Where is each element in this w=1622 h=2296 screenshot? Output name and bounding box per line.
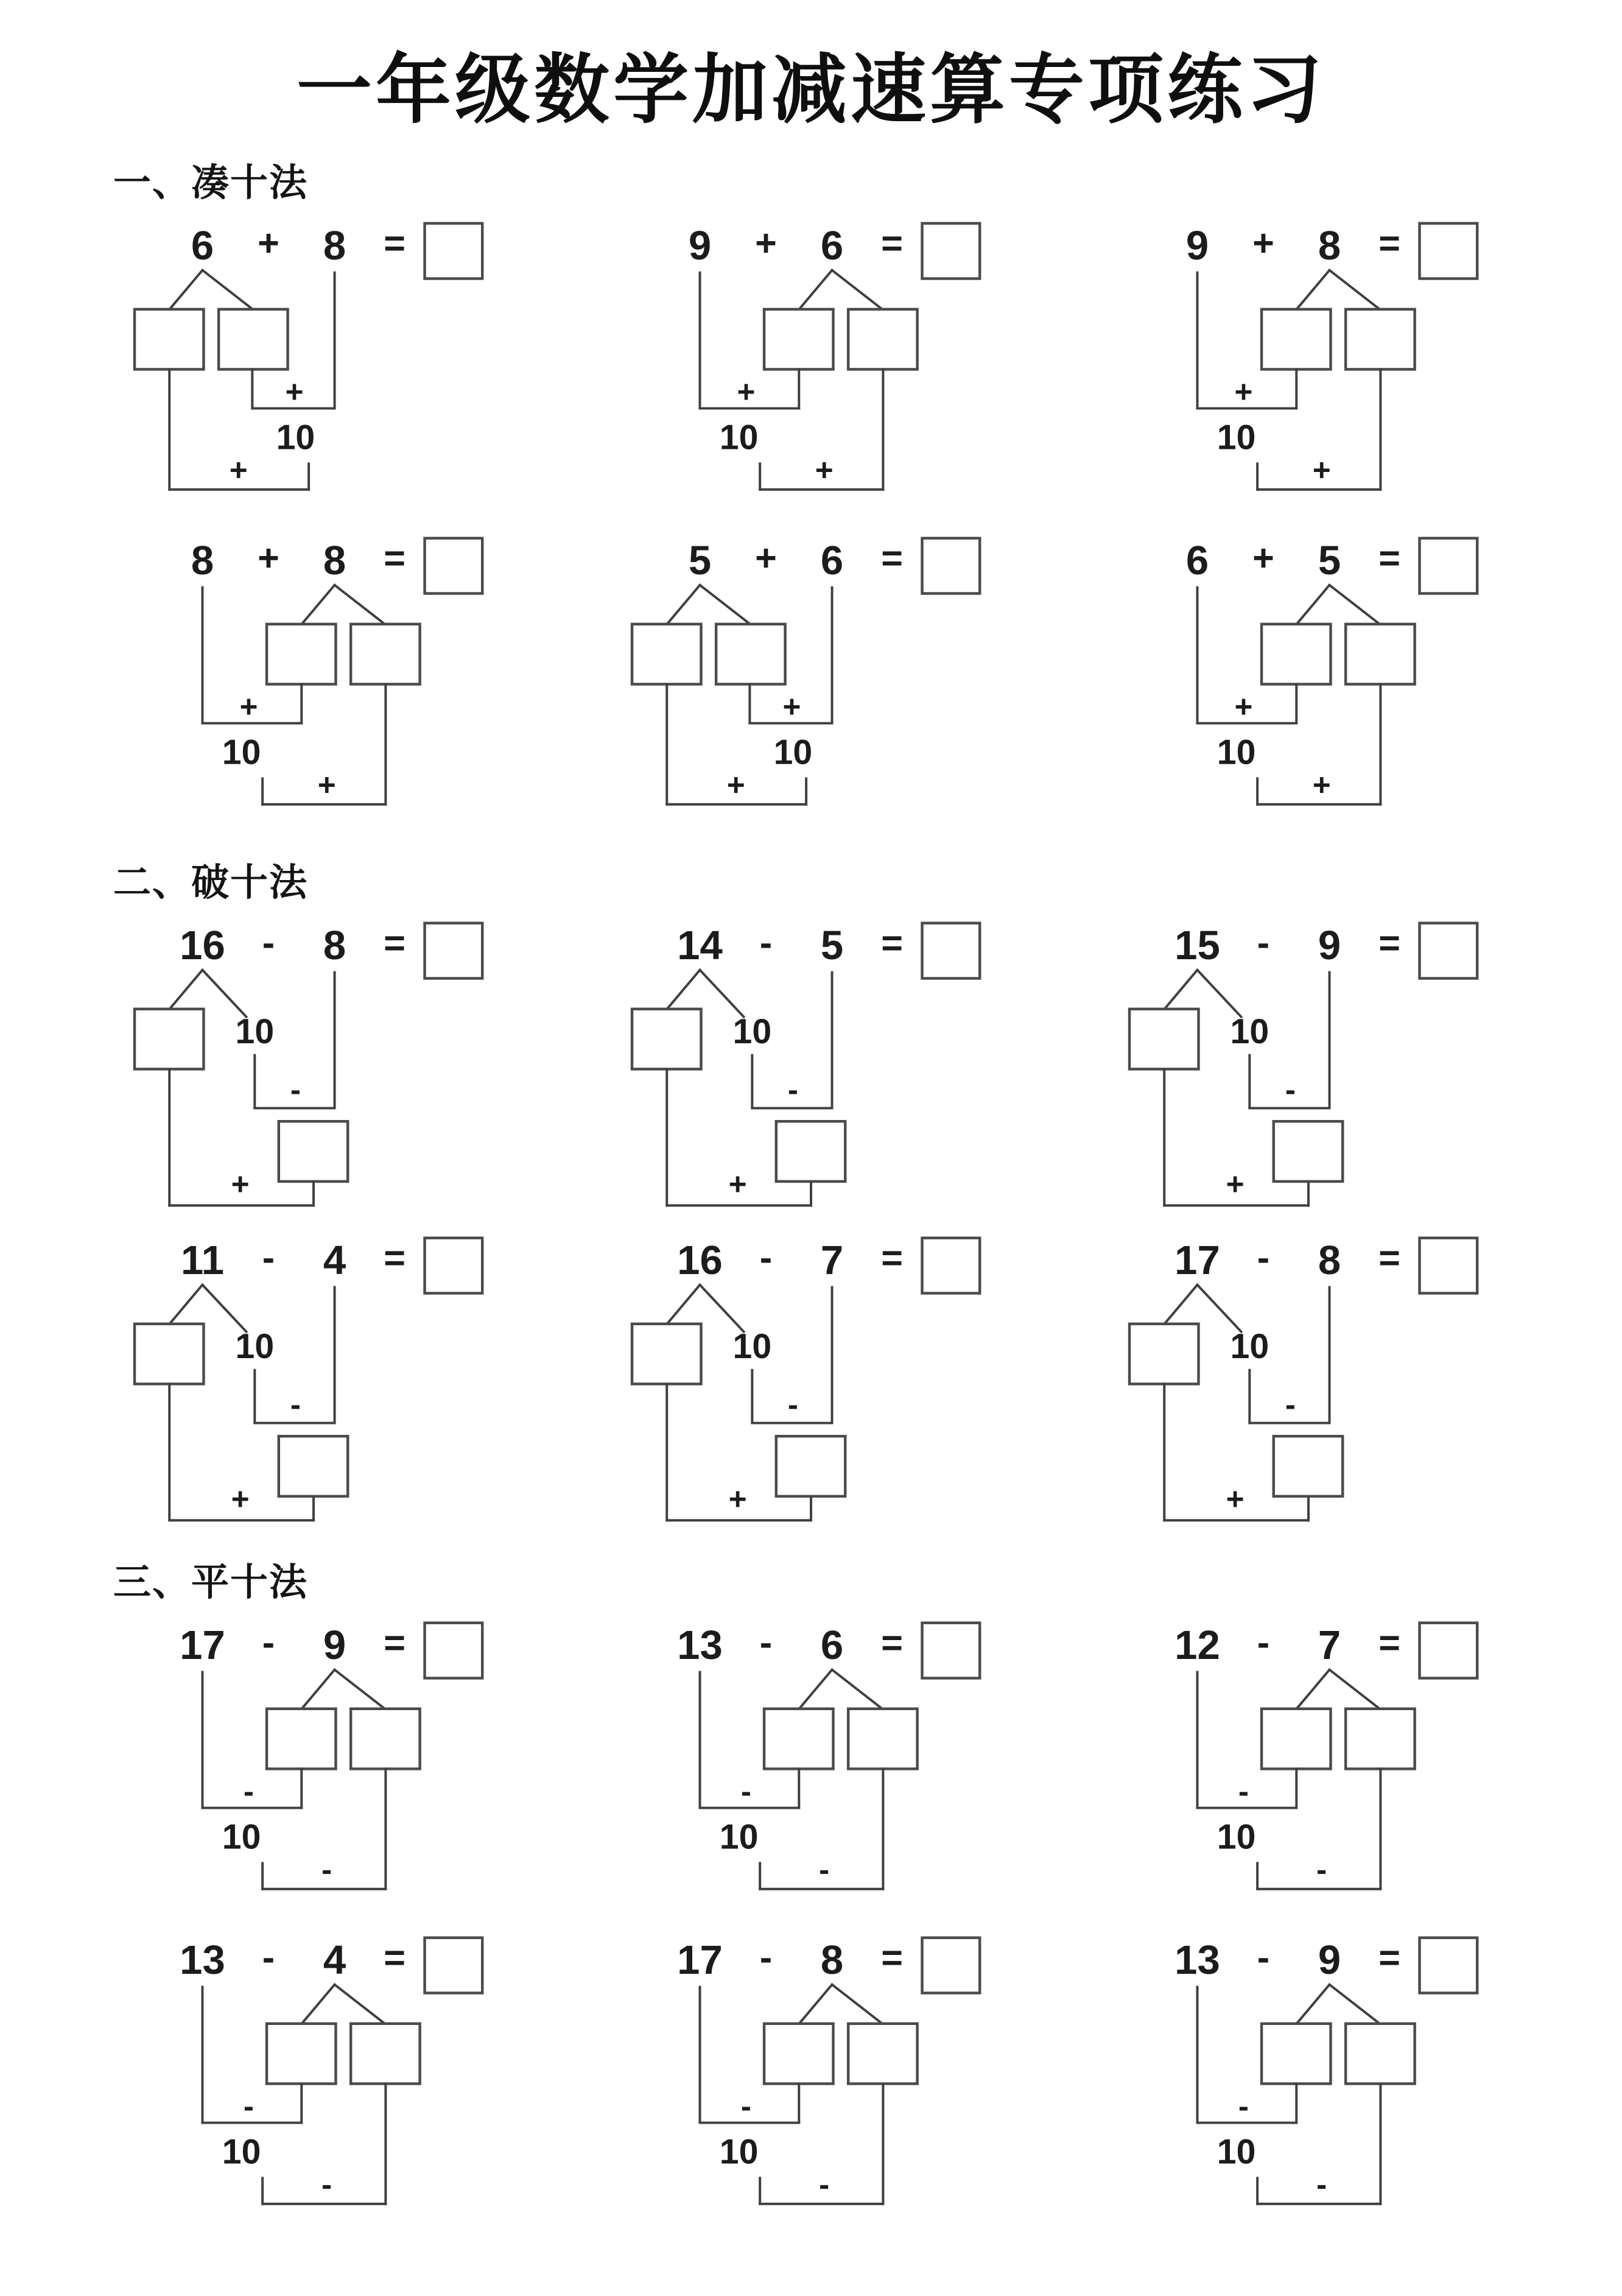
decomposition-box-1[interactable] xyxy=(1262,2024,1330,2084)
equals-sign: = xyxy=(881,921,904,963)
problem-diagram-add-left xyxy=(91,210,536,523)
problem-diagram-sub-level xyxy=(1086,1924,1531,2237)
helper-ten-label: 10 xyxy=(1216,418,1256,457)
branch-line-right xyxy=(335,585,384,623)
decomposition-box-1[interactable] xyxy=(1262,624,1330,685)
equals-sign: = xyxy=(384,1236,406,1278)
branch-line-right xyxy=(1198,970,1241,1017)
equation-first-operand: 13 xyxy=(1174,1937,1220,1983)
branch-line-left xyxy=(668,970,700,1008)
problem-cell xyxy=(589,1924,1033,2237)
helper-ten-label: 10 xyxy=(719,418,759,457)
branch-line-right xyxy=(832,1985,881,2023)
equation-first-operand: 16 xyxy=(677,1237,723,1283)
problem-cell xyxy=(1086,525,1531,837)
minus-operator: - xyxy=(759,1936,773,1978)
problem-cell xyxy=(91,910,536,1222)
helper-ten-label: 10 xyxy=(276,418,315,457)
equation-second-operand: 7 xyxy=(820,1237,844,1283)
branch-line-left xyxy=(668,585,700,623)
equation-second-operand: 8 xyxy=(323,537,346,583)
equation-second-operand: 7 xyxy=(1318,1622,1341,1668)
equation-first-operand: 16 xyxy=(180,922,225,968)
decomposition-box-1[interactable] xyxy=(764,309,833,370)
equation-first-operand: 17 xyxy=(677,1937,723,1983)
answer-box[interactable] xyxy=(922,923,980,979)
helper-ten-label: 10 xyxy=(1216,1817,1256,1857)
branch-line-left xyxy=(1165,970,1197,1008)
minus-operator: - xyxy=(1257,921,1270,963)
answer-box[interactable] xyxy=(1420,923,1478,979)
equation-first-operand: 11 xyxy=(181,1237,224,1283)
branch-line-left xyxy=(1297,1670,1329,1708)
problem-diagram-sub-level xyxy=(91,1610,536,1922)
bracket2-sign: - xyxy=(1316,2166,1327,2202)
equation-second-operand: 4 xyxy=(323,1937,346,1983)
problem-diagram-add-right xyxy=(1086,210,1531,523)
equation-first-operand: 17 xyxy=(1174,1237,1220,1283)
helper-ten-label: 10 xyxy=(1216,733,1256,772)
problem-cell xyxy=(1086,1225,1531,1537)
branch-line-left xyxy=(1165,1285,1197,1323)
equation-first-operand: 15 xyxy=(1174,922,1220,968)
page-title: 一年级数学加减速算专项练习 xyxy=(296,48,1325,132)
problem-cell xyxy=(1086,210,1531,523)
branch-line-right xyxy=(832,1670,881,1708)
minus-operator: - xyxy=(262,1621,275,1663)
problem-row xyxy=(91,1225,1531,1537)
problem-cell xyxy=(91,1225,536,1537)
answer-box[interactable] xyxy=(922,1938,980,1993)
answer-box[interactable] xyxy=(1420,224,1478,279)
helper-ten-label: 10 xyxy=(719,1817,759,1857)
equals-sign: = xyxy=(1378,1236,1401,1278)
answer-box[interactable] xyxy=(1420,1238,1478,1294)
equation-first-operand: 14 xyxy=(677,922,723,968)
problem-row xyxy=(91,910,1531,1222)
bracket2-sign: - xyxy=(321,1851,332,1887)
equals-sign: = xyxy=(1378,537,1401,579)
equation-second-operand: 9 xyxy=(323,1622,346,1668)
problem-cell xyxy=(91,1924,536,2237)
equation-second-operand: 8 xyxy=(820,1937,844,1983)
decomposition-box-1[interactable] xyxy=(764,2024,833,2084)
decomposition-box-1[interactable] xyxy=(764,1709,833,1769)
problem-cell xyxy=(91,210,536,523)
helper-ten-label: 10 xyxy=(1230,1327,1269,1367)
plus-operator: + xyxy=(258,537,279,579)
plus-operator: + xyxy=(1252,222,1274,264)
equals-sign: = xyxy=(881,537,904,579)
bracket1-sign: - xyxy=(1238,1773,1249,1809)
problem-cell xyxy=(589,210,1033,523)
equation-first-operand: 6 xyxy=(1185,537,1209,583)
equals-sign: = xyxy=(1378,1936,1401,1978)
answer-box[interactable] xyxy=(425,1623,483,1678)
branch-line-left xyxy=(303,1985,334,2023)
branch-line-left xyxy=(303,1670,334,1708)
branch-line-left xyxy=(170,970,202,1008)
problem-cell xyxy=(589,525,1033,837)
equation-first-operand: 8 xyxy=(191,537,214,583)
problem-diagram-add-right xyxy=(91,525,536,837)
worksheet-section xyxy=(91,1552,1531,2237)
decomposition-box-2[interactable] xyxy=(351,624,420,685)
bracket1-sign: - xyxy=(787,1072,798,1107)
decomposition-box-1[interactable] xyxy=(1129,1009,1198,1069)
section-heading: 三、平十法 xyxy=(113,1562,309,1604)
equation-second-operand: 5 xyxy=(820,922,844,968)
equation-second-operand: 5 xyxy=(1318,537,1341,583)
equals-sign: = xyxy=(881,1936,904,1978)
decomposition-box-2[interactable] xyxy=(1346,1709,1414,1769)
decomposition-box-1[interactable] xyxy=(632,1009,701,1069)
bracket2-sign: - xyxy=(819,1851,830,1887)
decomposition-box-1[interactable] xyxy=(267,2024,335,2084)
answer-box[interactable] xyxy=(922,224,980,279)
plus-operator: + xyxy=(755,222,777,264)
decomposition-box-1[interactable] xyxy=(135,1324,203,1384)
partial-result-box[interactable] xyxy=(279,1436,348,1496)
worksheet-section xyxy=(91,852,1531,1537)
problem-diagram-sub-break xyxy=(91,910,536,1222)
bracket1-sign: + xyxy=(285,374,304,409)
bracket2-sign: + xyxy=(728,1481,747,1516)
helper-ten-label: 10 xyxy=(1216,2132,1256,2172)
problem-diagram-sub-break xyxy=(589,1225,1033,1537)
problem-row xyxy=(91,1610,1531,1922)
bracket2-sign: + xyxy=(231,1481,250,1516)
problem-diagram-sub-break xyxy=(589,910,1033,1222)
answer-box[interactable] xyxy=(425,1938,483,1993)
bracket2-sign: + xyxy=(317,767,336,802)
problem-cell xyxy=(91,1610,536,1922)
equals-sign: = xyxy=(384,222,406,264)
helper-ten-label: 10 xyxy=(222,2132,261,2172)
problem-diagram-sub-level xyxy=(589,1610,1033,1922)
bracket1-sign: + xyxy=(737,374,756,409)
problem-diagram-add-left xyxy=(589,525,1033,837)
bracket2-sign: + xyxy=(1226,1481,1245,1516)
answer-box[interactable] xyxy=(1420,1623,1478,1678)
equals-sign: = xyxy=(384,1936,406,1978)
bracket1-sign: - xyxy=(787,1387,798,1422)
equation-second-operand: 9 xyxy=(1318,1937,1341,1983)
branch-line-right xyxy=(335,1670,384,1708)
branch-line-right xyxy=(1330,270,1378,308)
problem-cell xyxy=(1086,1610,1531,1922)
plus-operator: + xyxy=(258,222,279,264)
problem-diagram-sub-level xyxy=(1086,1610,1531,1922)
problem-cell xyxy=(91,525,536,837)
branch-line-right xyxy=(203,1285,247,1332)
problem-diagram-sub-level xyxy=(589,1924,1033,2237)
minus-operator: - xyxy=(759,1236,773,1278)
bracket2-sign: + xyxy=(726,767,745,802)
helper-ten-label: 10 xyxy=(1230,1012,1269,1052)
decomposition-box-2[interactable] xyxy=(1346,2024,1414,2084)
decomposition-box-1[interactable] xyxy=(632,1324,701,1384)
bracket1-sign: + xyxy=(1234,374,1253,409)
branch-line-right xyxy=(700,585,749,623)
answer-box[interactable] xyxy=(425,224,483,279)
decomposition-box-1[interactable] xyxy=(135,309,203,370)
equation-first-operand: 9 xyxy=(1185,222,1209,269)
answer-box[interactable] xyxy=(922,1238,980,1294)
answer-box[interactable] xyxy=(1420,1938,1478,1993)
answer-box[interactable] xyxy=(1420,538,1478,594)
branch-line-right xyxy=(335,1985,384,2023)
branch-line-right xyxy=(1330,585,1378,623)
helper-ten-label: 10 xyxy=(222,733,261,772)
section-heading: 一、凑十法 xyxy=(113,162,309,204)
problem-diagram-sub-level xyxy=(91,1924,536,2237)
decomposition-box-2[interactable] xyxy=(219,309,287,370)
bracket2-sign: - xyxy=(1316,1851,1327,1887)
problem-diagram-sub-break xyxy=(1086,910,1531,1222)
decomposition-box-2[interactable] xyxy=(848,2024,917,2084)
problem-cell xyxy=(1086,910,1531,1222)
helper-ten-label: 10 xyxy=(235,1012,275,1052)
problem-diagram-add-right xyxy=(1086,525,1531,837)
problem-row xyxy=(91,525,1531,837)
equation-second-operand: 8 xyxy=(323,222,346,269)
equation-first-operand: 13 xyxy=(180,1937,225,1983)
decomposition-box-1[interactable] xyxy=(267,1709,335,1769)
branch-line-right xyxy=(1330,1670,1378,1708)
equals-sign: = xyxy=(881,1621,904,1663)
branch-line-right xyxy=(700,1285,744,1332)
branch-line-left xyxy=(668,1285,700,1323)
problem-cell xyxy=(589,910,1033,1222)
equals-sign: = xyxy=(1378,921,1401,963)
problem-row xyxy=(91,210,1531,523)
equation-second-operand: 8 xyxy=(1318,1237,1341,1283)
answer-box[interactable] xyxy=(425,538,483,594)
decomposition-box-2[interactable] xyxy=(848,1709,917,1769)
problem-diagram-sub-break xyxy=(91,1225,536,1537)
problem-row xyxy=(91,1924,1531,2237)
branch-line-left xyxy=(170,270,202,308)
helper-ten-label: 10 xyxy=(732,1012,772,1052)
partial-result-box[interactable] xyxy=(776,1121,845,1181)
minus-operator: - xyxy=(1257,1936,1270,1978)
decomposition-box-1[interactable] xyxy=(267,624,335,685)
bracket2-sign: + xyxy=(229,452,248,487)
bracket1-sign: - xyxy=(290,1072,301,1107)
bracket2-sign: + xyxy=(231,1166,250,1202)
branch-line-left xyxy=(800,1670,832,1708)
branch-line-left xyxy=(800,1985,832,2023)
bracket1-sign: + xyxy=(782,689,801,724)
decomposition-box-2[interactable] xyxy=(716,624,785,685)
equals-sign: = xyxy=(881,1236,904,1278)
partial-result-box[interactable] xyxy=(776,1436,845,1496)
equals-sign: = xyxy=(1378,1621,1401,1663)
bracket1-sign: - xyxy=(243,2088,254,2124)
problem-diagram-add-right xyxy=(589,210,1033,523)
equals-sign: = xyxy=(384,537,406,579)
equation-first-operand: 6 xyxy=(191,222,214,269)
bracket1-sign: - xyxy=(243,1773,254,1809)
bracket1-sign: - xyxy=(1285,1387,1296,1422)
helper-ten-label: 10 xyxy=(732,1327,772,1367)
bracket1-sign: - xyxy=(740,1773,751,1809)
worksheet-body xyxy=(0,152,1622,2237)
minus-operator: - xyxy=(262,921,275,963)
helper-ten-label: 10 xyxy=(773,733,813,772)
helper-ten-label: 10 xyxy=(222,1817,261,1857)
worksheet-section xyxy=(91,152,1531,837)
problem-cell xyxy=(589,1610,1033,1922)
minus-operator: - xyxy=(759,1621,773,1663)
bracket1-sign: - xyxy=(290,1387,301,1422)
equation-second-operand: 8 xyxy=(323,922,346,968)
bracket2-sign: + xyxy=(815,452,834,487)
equals-sign: = xyxy=(384,1621,406,1663)
branch-line-right xyxy=(832,270,881,308)
equation-second-operand: 6 xyxy=(820,537,844,583)
decomposition-box-2[interactable] xyxy=(848,309,917,370)
helper-ten-label: 10 xyxy=(235,1327,275,1367)
branch-line-left xyxy=(170,1285,202,1323)
decomposition-box-1[interactable] xyxy=(632,624,701,685)
decomposition-box-1[interactable] xyxy=(1262,1709,1330,1769)
partial-result-box[interactable] xyxy=(279,1121,348,1181)
minus-operator: - xyxy=(262,1236,275,1278)
problem-diagram-sub-break xyxy=(1086,1225,1531,1537)
partial-result-box[interactable] xyxy=(1274,1121,1343,1181)
branch-line-right xyxy=(203,270,251,308)
minus-operator: - xyxy=(759,921,773,963)
bracket2-sign: + xyxy=(728,1166,747,1202)
decomposition-box-2[interactable] xyxy=(1346,309,1414,370)
problem-cell xyxy=(589,1225,1033,1537)
bracket2-sign: + xyxy=(1312,767,1331,802)
decomposition-box-2[interactable] xyxy=(351,2024,420,2084)
bracket1-sign: - xyxy=(1238,2088,1249,2124)
answer-box[interactable] xyxy=(922,1623,980,1678)
bracket1-sign: + xyxy=(239,689,258,724)
decomposition-box-2[interactable] xyxy=(1346,624,1414,685)
bracket1-sign: - xyxy=(740,2088,751,2124)
branch-line-right xyxy=(203,970,247,1017)
minus-operator: - xyxy=(1257,1236,1270,1278)
helper-ten-label: 10 xyxy=(719,2132,759,2172)
equation-first-operand: 9 xyxy=(688,222,712,269)
equals-sign: = xyxy=(384,921,406,963)
equation-second-operand: 6 xyxy=(820,1622,844,1668)
plus-operator: + xyxy=(1252,537,1274,579)
equation-first-operand: 5 xyxy=(688,537,712,583)
bracket1-sign: + xyxy=(1234,689,1253,724)
section-heading: 二、破十法 xyxy=(113,862,309,904)
branch-line-left xyxy=(1297,1985,1329,2023)
bracket1-sign: - xyxy=(1285,1072,1296,1107)
branch-line-right xyxy=(700,970,744,1017)
equation-second-operand: 4 xyxy=(323,1237,346,1283)
branch-line-right xyxy=(1330,1985,1378,2023)
branch-line-left xyxy=(800,270,832,308)
answer-box[interactable] xyxy=(922,538,980,594)
equation-first-operand: 12 xyxy=(1174,1622,1220,1668)
branch-line-left xyxy=(1297,270,1329,308)
plus-operator: + xyxy=(755,537,777,579)
bracket2-sign: - xyxy=(819,2166,830,2202)
equation-second-operand: 6 xyxy=(820,222,844,269)
equals-sign: = xyxy=(881,222,904,264)
equals-sign: = xyxy=(1378,222,1401,264)
decomposition-box-1[interactable] xyxy=(135,1009,203,1069)
branch-line-left xyxy=(303,585,334,623)
bracket2-sign: + xyxy=(1312,452,1331,487)
minus-operator: - xyxy=(1257,1621,1270,1663)
equation-second-operand: 8 xyxy=(1318,222,1341,269)
branch-line-right xyxy=(1198,1285,1241,1332)
equation-second-operand: 9 xyxy=(1318,922,1341,968)
partial-result-box[interactable] xyxy=(1274,1436,1343,1496)
bracket2-sign: + xyxy=(1226,1166,1245,1202)
minus-operator: - xyxy=(262,1936,275,1978)
equation-first-operand: 13 xyxy=(677,1622,723,1668)
branch-line-left xyxy=(1297,585,1329,623)
decomposition-box-1[interactable] xyxy=(1129,1324,1198,1384)
equation-first-operand: 17 xyxy=(180,1622,225,1668)
answer-box[interactable] xyxy=(425,923,483,979)
problem-cell xyxy=(1086,1924,1531,2237)
decomposition-box-2[interactable] xyxy=(351,1709,420,1769)
answer-box[interactable] xyxy=(425,1238,483,1294)
decomposition-box-1[interactable] xyxy=(1262,309,1330,370)
bracket2-sign: - xyxy=(321,2166,332,2202)
